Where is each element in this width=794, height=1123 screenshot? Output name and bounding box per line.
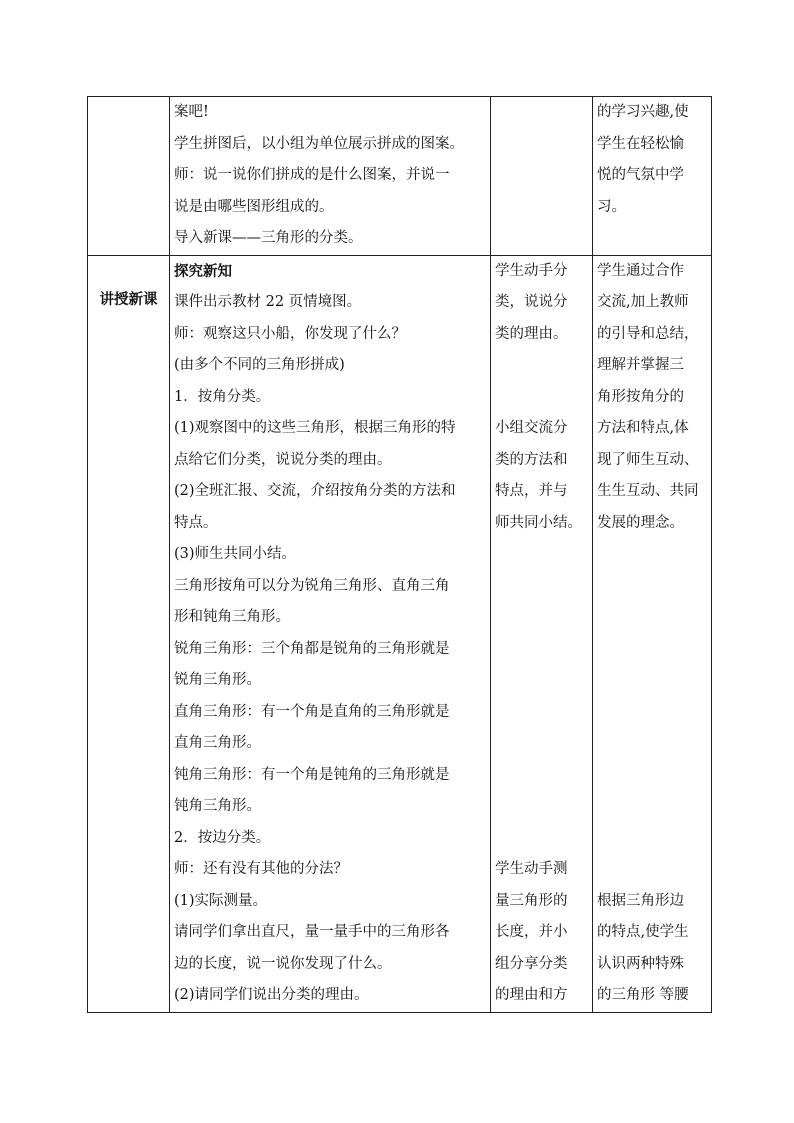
student-activity-cell	[491, 97, 593, 256]
intent-line: 角形按角分的	[597, 388, 684, 405]
section-heading: 探究新知	[174, 262, 232, 280]
student-line: 学生动手测	[495, 861, 568, 877]
content-line: 形和钝角三角形。	[174, 609, 290, 625]
student-line: 小组交流分	[495, 420, 568, 436]
student-line: 学生动手分	[495, 262, 568, 279]
content-line: 2．按边分类。	[174, 829, 271, 846]
content-line: 学生拼图后，以小组为单位展示拼成的图案。	[174, 135, 464, 152]
content-cell	[170, 255, 491, 1012]
intent-line: 悦的气氛中学	[597, 167, 684, 183]
content-line: 直角三角形：有一个角是直角的三角形就是	[174, 703, 450, 720]
intent-line: 的引导和总结，	[597, 325, 699, 342]
content-line: 导入新课——三角形的分类。	[174, 230, 363, 246]
content-line: 案吧!	[174, 104, 209, 120]
student-line: 师共同小结。	[495, 514, 582, 531]
intent-line: 的特点,使学生	[597, 924, 689, 940]
content-line: (1)观察图中的这些三角形，根据三角形的特	[174, 420, 456, 436]
content-line: 锐角三角形。	[174, 672, 261, 688]
student-activity-cell	[491, 255, 593, 1012]
content-line: 钝角三角形。	[174, 798, 261, 814]
intent-line: 方法和特点,体	[597, 420, 689, 436]
stage-cell: 讲授新课	[88, 255, 170, 1012]
intent-line: 学生在轻松愉	[597, 135, 684, 152]
student-line: 类的理由。	[495, 325, 568, 342]
content-line: 点给它们分类，说说分类的理由。	[174, 451, 392, 468]
student-line: 量三角形的	[495, 892, 568, 909]
content-line: 钝角三角形：有一个角是钝角的三角形就是	[174, 766, 450, 783]
content-line: 说是由哪些图形组成的。	[174, 198, 334, 215]
content-line: 三角形按角可以分为锐角三角形、直角三角	[174, 577, 450, 594]
intent-line: 交流,加上教师	[597, 294, 689, 310]
content-line: 课件出示教材 22 页情境图。	[174, 294, 362, 310]
content-line: (由多个不同的三角形拼成)	[174, 357, 345, 373]
intent-line: 的学习兴趣,使	[597, 104, 689, 120]
lesson-plan-table	[87, 96, 712, 1013]
content-line: (2)全班汇报、交流，介绍按角分类的方法和	[174, 483, 456, 499]
content-line: (3)师生共同小结。	[174, 546, 297, 562]
intent-line: 认识两种特殊	[597, 955, 684, 972]
content-line: 边的长度，说一说你发现了什么。	[174, 955, 392, 972]
table-row	[88, 255, 712, 1012]
content-line: 师：还有没有其他的分法？	[174, 861, 348, 877]
student-line: 的理由和方	[495, 987, 568, 1003]
content-line: 师：说一说你们拼成的是什么图案，并说一	[174, 167, 450, 183]
design-intent-cell	[593, 97, 712, 256]
content-line: 直角三角形。	[174, 735, 261, 751]
table-row	[88, 97, 712, 256]
intent-line: 发展的理念。	[597, 514, 684, 531]
student-line: 特点，并与	[495, 483, 568, 499]
intent-line: 学生通过合作	[597, 262, 684, 279]
stage-cell	[88, 97, 170, 256]
intent-line: 的三角形 等腰	[597, 987, 689, 1003]
intent-line: 现了师生互动、	[597, 451, 699, 468]
intent-line: 习。	[597, 198, 626, 215]
intent-line: 理解并掌握三	[597, 357, 684, 373]
content-line: (2)请同学们说出分类的理由。	[174, 987, 369, 1003]
content-cell	[170, 97, 491, 256]
content-line: 特点。	[174, 514, 218, 531]
design-intent-cell	[593, 255, 712, 1012]
student-line: 组分享分类	[495, 955, 568, 972]
content-line: (1)实际测量。	[174, 892, 268, 909]
content-line: 锐角三角形：三个角都是锐角的三角形就是	[174, 640, 450, 657]
student-line: 类的方法和	[495, 451, 568, 468]
student-line: 长度，并小	[495, 924, 568, 940]
content-line: 师：观察这只小船，你发现了什么？	[174, 325, 406, 342]
content-line: 请同学们拿出直尺，量一量手中的三角形各	[174, 924, 450, 940]
intent-line: 根据三角形边	[597, 892, 684, 909]
student-line: 类，说说分	[495, 294, 568, 310]
content-line: 1．按角分类。	[174, 388, 271, 405]
intent-line: 生生互动、共同	[597, 483, 699, 499]
